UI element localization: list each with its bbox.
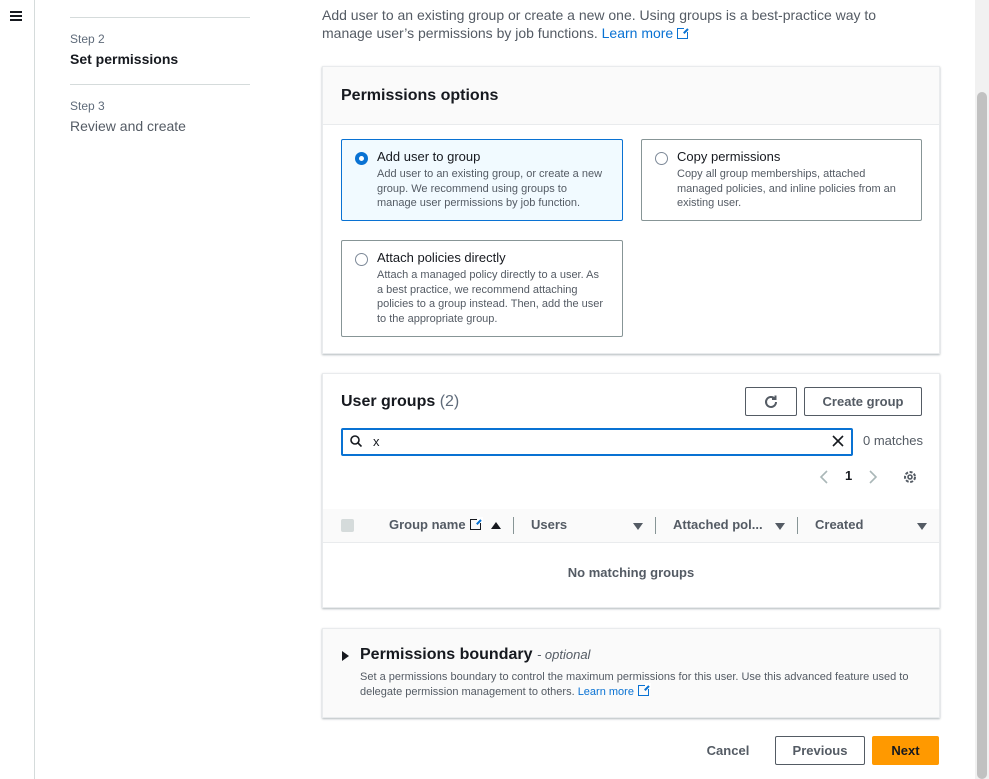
learn-more-link[interactable] bbox=[578, 686, 649, 698]
radio-selected[interactable] bbox=[355, 152, 368, 165]
external-link-icon bbox=[677, 28, 688, 39]
step-title[interactable]: Review and create bbox=[70, 118, 186, 134]
page-number[interactable]: 1 bbox=[845, 468, 853, 483]
previous-button[interactable]: Previous bbox=[775, 736, 865, 765]
caret-right-icon[interactable] bbox=[342, 651, 349, 661]
scrollbar[interactable] bbox=[975, 0, 989, 779]
cancel-button[interactable]: Cancel bbox=[706, 743, 750, 758]
search-icon bbox=[350, 435, 362, 447]
intro-text bbox=[322, 6, 922, 42]
permissions-boundary-title[interactable]: Permissions boundary bbox=[360, 646, 533, 663]
intro-description: Add user to an existing group or create a new one. Using groups is a best-practice way to manage user’s permissions by job functions. bbox=[322, 7, 877, 41]
sort-icon[interactable] bbox=[775, 523, 785, 530]
option-description: Attach a managed policy directly to a user. As a best practice, we recommend attaching policies to a group instead. Then, add the user to the appropriate group. bbox=[377, 269, 604, 325]
option-title: Copy permissions bbox=[677, 149, 781, 164]
close-icon[interactable] bbox=[831, 434, 845, 448]
scrollbar-thumb[interactable] bbox=[977, 92, 987, 779]
chevron-left-icon[interactable] bbox=[819, 470, 829, 484]
step-3[interactable] bbox=[70, 99, 250, 134]
user-groups-panel bbox=[322, 373, 940, 608]
step-number: Step 2 bbox=[70, 32, 105, 46]
left-rail bbox=[0, 0, 35, 779]
column-separator bbox=[655, 517, 656, 534]
panel-title: Permissions options bbox=[341, 86, 499, 104]
learn-more-label[interactable]: Learn more bbox=[601, 25, 674, 41]
learn-more-link[interactable] bbox=[602, 25, 689, 41]
refresh-button[interactable] bbox=[745, 387, 797, 416]
optional-label: - optional bbox=[536, 647, 591, 662]
column-attached-policies[interactable]: Attached pol... bbox=[673, 517, 763, 532]
option-add-user-to-group[interactable] bbox=[341, 139, 623, 221]
option-attach-policies-directly[interactable] bbox=[341, 240, 623, 337]
divider bbox=[70, 17, 250, 18]
step-number: Step 3 bbox=[70, 99, 105, 113]
select-all-checkbox bbox=[341, 519, 354, 532]
divider bbox=[70, 84, 250, 85]
permissions-boundary-toggle[interactable] bbox=[360, 646, 590, 664]
wizard-steps bbox=[70, 0, 250, 134]
option-copy-permissions[interactable] bbox=[641, 139, 922, 221]
permissions-options-panel bbox=[322, 66, 940, 354]
step-title: Set permissions bbox=[70, 51, 179, 67]
search-input[interactable] bbox=[341, 428, 853, 456]
table-header bbox=[323, 509, 939, 543]
permissions-boundary-panel bbox=[322, 628, 940, 718]
column-created[interactable]: Created bbox=[815, 517, 864, 532]
permissions-boundary-description bbox=[360, 670, 925, 699]
user-groups-title bbox=[341, 393, 459, 411]
column-label[interactable]: Group name bbox=[389, 517, 466, 532]
external-link-icon bbox=[638, 685, 649, 696]
step-2 bbox=[70, 32, 250, 67]
chevron-right-icon[interactable] bbox=[868, 470, 878, 484]
empty-state: No matching groups bbox=[567, 565, 695, 580]
column-separator bbox=[797, 517, 798, 534]
radio-unselected[interactable] bbox=[355, 253, 368, 266]
user-groups-count: (2) bbox=[439, 393, 460, 410]
column-group-name[interactable] bbox=[389, 517, 481, 532]
hamburger-menu-icon[interactable] bbox=[10, 11, 22, 21]
search-value[interactable]: x bbox=[373, 434, 380, 449]
next-button[interactable]: Next bbox=[872, 736, 939, 765]
radio-unselected[interactable] bbox=[655, 152, 668, 165]
sort-ascending-icon[interactable] bbox=[491, 522, 501, 529]
create-group-button[interactable]: Create group bbox=[804, 387, 922, 416]
sort-icon[interactable] bbox=[917, 523, 927, 530]
user-groups-label: User groups bbox=[341, 393, 436, 410]
sort-icon[interactable] bbox=[633, 523, 643, 530]
option-title: Add user to group bbox=[377, 149, 481, 164]
learn-more-label[interactable]: Learn more bbox=[577, 685, 634, 698]
gear-icon[interactable] bbox=[902, 469, 918, 485]
matches-count: 0 matches bbox=[863, 433, 923, 448]
refresh-icon bbox=[763, 394, 779, 410]
panel-header bbox=[323, 67, 939, 125]
option-description: Copy all group memberships, attached managed policies, and inline policies from an existing user. bbox=[677, 168, 896, 209]
boundary-desc-text: Set a permissions boundary to control the maximum permissions for this user. Use this advanced feature used to delegate permission management to others. bbox=[360, 671, 909, 698]
column-users[interactable]: Users bbox=[531, 517, 568, 532]
external-link-icon bbox=[470, 519, 481, 530]
column-separator bbox=[513, 517, 514, 534]
option-title: Attach policies directly bbox=[377, 250, 506, 265]
option-description: Add user to an existing group, or create a new group. We recommend using groups to manage user permissions by job function. bbox=[377, 168, 603, 209]
